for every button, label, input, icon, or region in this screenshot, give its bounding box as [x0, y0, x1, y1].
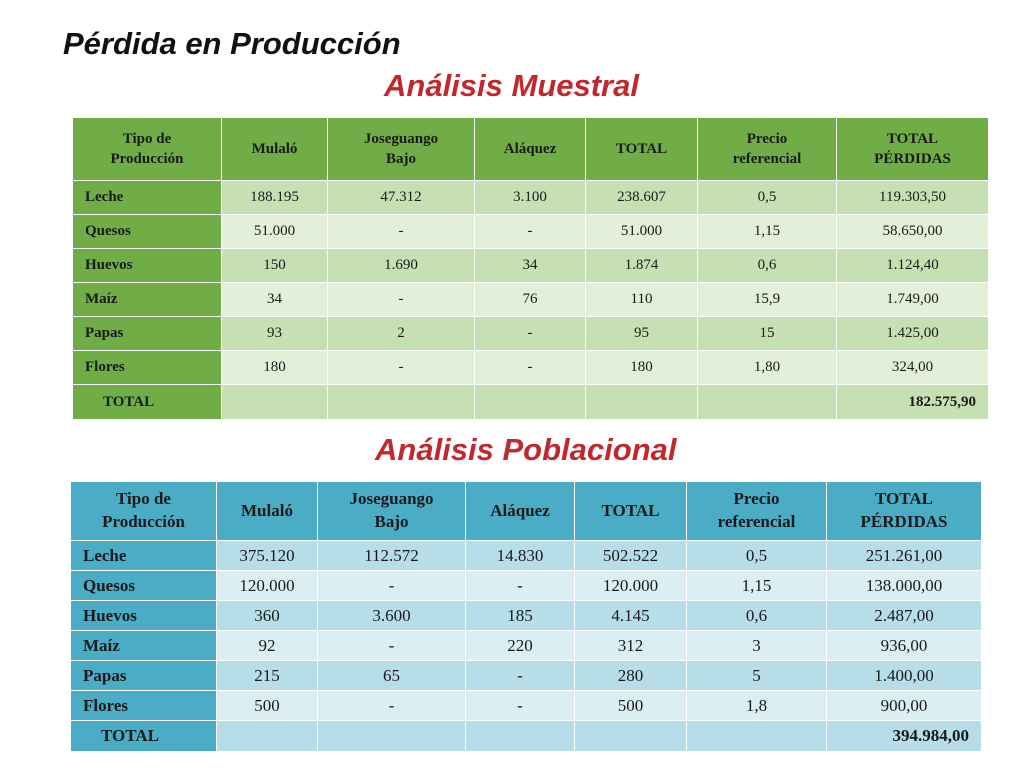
- row-label: Papas: [73, 317, 222, 351]
- table-cell: 1,15: [687, 571, 827, 601]
- table-cell: 2.487,00: [827, 601, 982, 631]
- column-header-line: PÉRDIDAS: [874, 151, 951, 167]
- table-cell: 502.522: [575, 541, 687, 571]
- muestral-heading: Análisis Muestral: [384, 68, 639, 103]
- column-header: [222, 118, 328, 181]
- table-cell: 93: [222, 317, 328, 351]
- column-header-line: Aláquez: [490, 500, 550, 520]
- empty-cell: [222, 385, 328, 420]
- table-cell: 14.830: [466, 541, 575, 571]
- table-row: [73, 215, 989, 249]
- empty-cell: [328, 385, 475, 420]
- table-cell: 51.000: [222, 215, 328, 249]
- column-header-line: Tipo de: [116, 489, 171, 509]
- table-cell: 1.690: [328, 249, 475, 283]
- row-label: Quesos: [71, 571, 217, 601]
- total-row: [73, 385, 989, 420]
- column-header: [837, 118, 989, 181]
- column-header-line: referencial: [732, 151, 802, 167]
- table-cell: 2: [328, 317, 475, 351]
- table-cell: -: [318, 631, 466, 661]
- total-row: [71, 721, 982, 752]
- column-header: [73, 118, 222, 181]
- table-cell: 360: [217, 601, 318, 631]
- table-cell: 0,6: [698, 249, 837, 283]
- empty-cell: [698, 385, 837, 420]
- table-cell: 34: [222, 283, 328, 317]
- row-label: Flores: [71, 691, 217, 721]
- table-cell: 120.000: [217, 571, 318, 601]
- column-header: [475, 118, 586, 181]
- row-label: Leche: [71, 541, 217, 571]
- table-cell: 58.650,00: [837, 215, 989, 249]
- table-cell: 1.124,40: [837, 249, 989, 283]
- table-header-row: [73, 118, 989, 181]
- table-cell: 188.195: [222, 181, 328, 215]
- row-label: Huevos: [71, 601, 217, 631]
- column-header: [586, 118, 698, 181]
- column-header-line: PÉRDIDAS: [860, 512, 948, 531]
- table-cell: 5: [687, 661, 827, 691]
- table-row: [73, 317, 989, 351]
- table-cell: 1,80: [698, 351, 837, 385]
- total-label: TOTAL: [73, 385, 222, 420]
- table-cell: 375.120: [217, 541, 318, 571]
- column-header: [698, 118, 837, 181]
- muestral-table: [72, 117, 989, 420]
- table-cell: 1.749,00: [837, 283, 989, 317]
- table-cell: 34: [475, 249, 586, 283]
- empty-cell: [687, 721, 827, 752]
- column-header: [827, 482, 982, 541]
- table-cell: 92: [217, 631, 318, 661]
- empty-cell: [575, 721, 687, 752]
- table-cell: -: [466, 571, 575, 601]
- empty-cell: [466, 721, 575, 752]
- table-cell: 0,5: [698, 181, 837, 215]
- table-row: [73, 181, 989, 215]
- table-cell: -: [475, 215, 586, 249]
- table-cell: 3.100: [475, 181, 586, 215]
- row-label: Leche: [73, 181, 222, 215]
- table-cell: -: [466, 661, 575, 691]
- table-cell: 51.000: [586, 215, 698, 249]
- table-cell: -: [475, 317, 586, 351]
- table-row: [71, 541, 982, 571]
- column-header-line: TOTAL: [875, 489, 933, 509]
- row-label: Maíz: [73, 283, 222, 317]
- row-label: Quesos: [73, 215, 222, 249]
- column-header: [466, 482, 575, 541]
- table-cell: 112.572: [318, 541, 466, 571]
- row-label: Maíz: [71, 631, 217, 661]
- table-cell: 76: [475, 283, 586, 317]
- column-header-line: Aláquez: [503, 140, 557, 157]
- column-header-line: Producción: [102, 512, 185, 531]
- table-cell: -: [328, 351, 475, 385]
- column-header: [575, 482, 687, 541]
- table-cell: 220: [466, 631, 575, 661]
- empty-cell: [475, 385, 586, 420]
- table-cell: 120.000: [575, 571, 687, 601]
- table-cell: 185: [466, 601, 575, 631]
- total-value: 394.984,00: [827, 721, 982, 752]
- table-cell: 500: [217, 691, 318, 721]
- table-cell: 1,15: [698, 215, 837, 249]
- table-cell: 1,8: [687, 691, 827, 721]
- table-cell: 15: [698, 317, 837, 351]
- table-cell: 4.145: [575, 601, 687, 631]
- table-cell: 150: [222, 249, 328, 283]
- column-header-line: Precio: [746, 130, 788, 147]
- column-header-line: referencial: [717, 512, 796, 531]
- column-header: [71, 482, 217, 541]
- table-row: [71, 631, 982, 661]
- table-cell: 1.425,00: [837, 317, 989, 351]
- row-label: Papas: [71, 661, 217, 691]
- table-cell: 180: [222, 351, 328, 385]
- column-header: [217, 482, 318, 541]
- table-cell: 95: [586, 317, 698, 351]
- row-label: Flores: [73, 351, 222, 385]
- page-title: Pérdida en Producción: [63, 26, 401, 61]
- table-cell: 180: [586, 351, 698, 385]
- table-cell: 110: [586, 283, 698, 317]
- table-cell: 1.874: [586, 249, 698, 283]
- table-cell: -: [328, 215, 475, 249]
- table-cell: -: [318, 571, 466, 601]
- poblacional-table: [70, 481, 982, 752]
- table-cell: 3: [687, 631, 827, 661]
- table-cell: 1.400,00: [827, 661, 982, 691]
- column-header: [687, 482, 827, 541]
- table-row: [73, 249, 989, 283]
- table-row: [71, 661, 982, 691]
- column-header-line: Bajo: [386, 151, 416, 167]
- column-header-line: TOTAL: [601, 500, 660, 520]
- table-cell: -: [318, 691, 466, 721]
- table-cell: 0,6: [687, 601, 827, 631]
- table-cell: 324,00: [837, 351, 989, 385]
- row-label: Huevos: [73, 249, 222, 283]
- table-row: [73, 283, 989, 317]
- table-cell: 3.600: [318, 601, 466, 631]
- table-row: [71, 691, 982, 721]
- column-header-line: TOTAL: [615, 140, 668, 157]
- table-cell: -: [475, 351, 586, 385]
- table-row: [71, 571, 982, 601]
- table-cell: 138.000,00: [827, 571, 982, 601]
- table-cell: 280: [575, 661, 687, 691]
- column-header-line: Tipo de: [122, 130, 172, 147]
- table-cell: 0,5: [687, 541, 827, 571]
- table-cell: 47.312: [328, 181, 475, 215]
- table-cell: -: [328, 283, 475, 317]
- table-cell: 119.303,50: [837, 181, 989, 215]
- table-cell: -: [466, 691, 575, 721]
- table-row: [71, 601, 982, 631]
- table-cell: 312: [575, 631, 687, 661]
- table-cell: 215: [217, 661, 318, 691]
- table-cell: 238.607: [586, 181, 698, 215]
- table-cell: 251.261,00: [827, 541, 982, 571]
- table-cell: 900,00: [827, 691, 982, 721]
- table-header-row: [71, 482, 982, 541]
- column-header-line: Producción: [110, 151, 184, 167]
- empty-cell: [318, 721, 466, 752]
- empty-cell: [217, 721, 318, 752]
- column-header-line: Joseguango: [349, 489, 434, 509]
- total-value: 182.575,90: [837, 385, 989, 420]
- column-header: [318, 482, 466, 541]
- column-header-line: Bajo: [374, 512, 409, 531]
- table-cell: 15,9: [698, 283, 837, 317]
- column-header: [328, 118, 475, 181]
- total-label: TOTAL: [71, 721, 217, 752]
- column-header-line: Precio: [733, 489, 780, 509]
- column-header-line: Joseguango: [363, 130, 439, 147]
- empty-cell: [586, 385, 698, 420]
- poblacional-heading: Análisis Poblacional: [375, 432, 677, 467]
- column-header-line: Mulaló: [251, 140, 298, 157]
- table-cell: 65: [318, 661, 466, 691]
- column-header-line: TOTAL: [886, 130, 939, 147]
- column-header-line: Mulaló: [241, 500, 293, 520]
- table-row: [73, 351, 989, 385]
- table-cell: 936,00: [827, 631, 982, 661]
- table-cell: 500: [575, 691, 687, 721]
